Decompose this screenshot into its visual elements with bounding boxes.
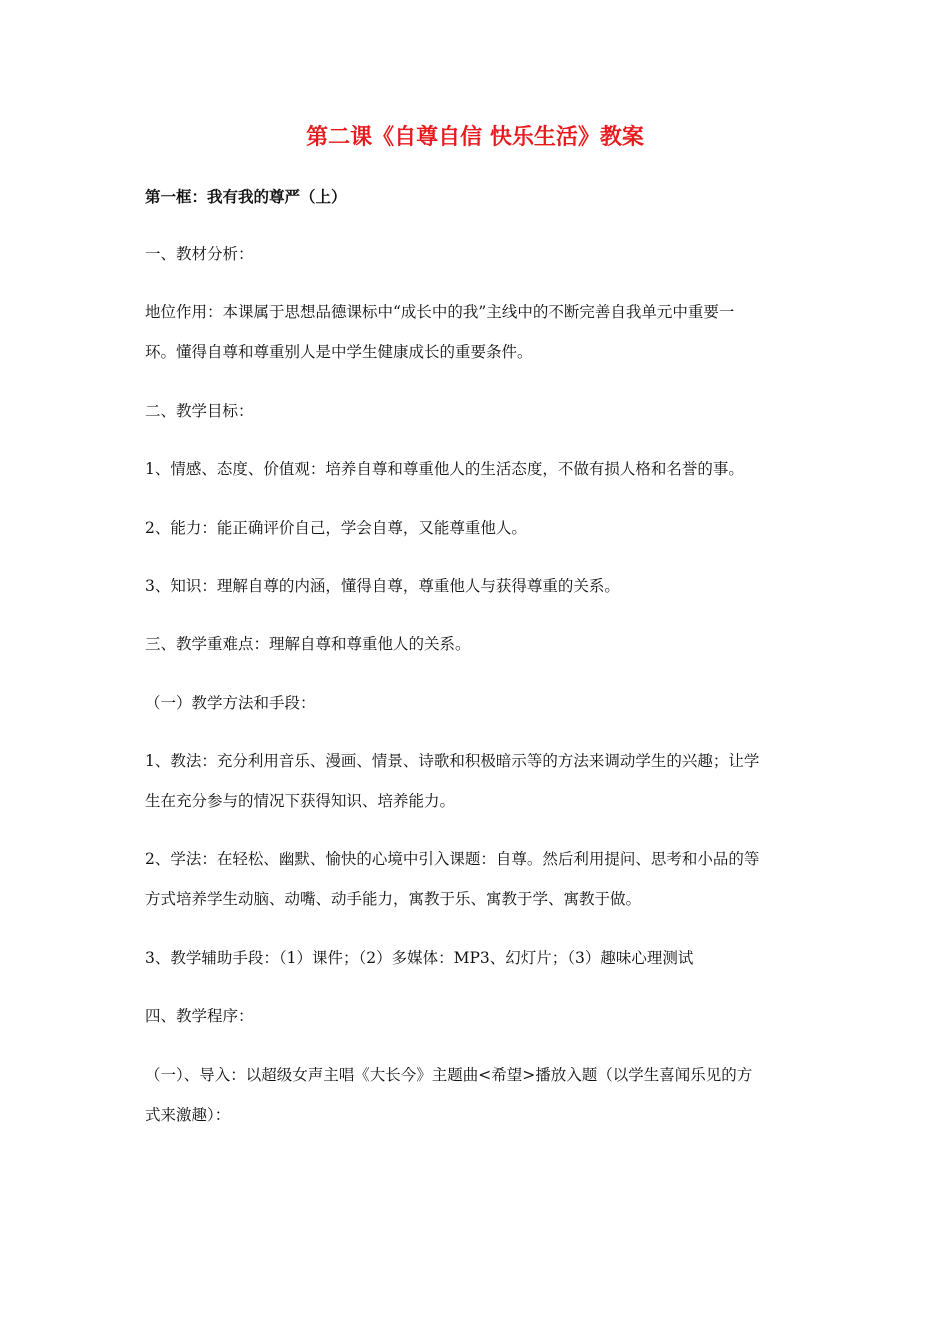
document-title: 第二课《自尊自信 快乐生活》教案 bbox=[306, 124, 644, 150]
paragraph-line: （一）、导入：以超级女声主唱《大长今》主题曲<希望>播放入题（以学生喜闻乐见的方 bbox=[145, 1066, 753, 1084]
paragraph-line: 生在充分参与的情况下获得知识、培养能力。 bbox=[145, 792, 456, 810]
heading-teaching-goals: 二、教学目标： bbox=[145, 402, 254, 420]
paragraph-line: 3、知识：理解自尊的内涵，懂得自尊，尊重他人与获得尊重的关系。 bbox=[145, 577, 620, 595]
heading-procedure: 四、教学程序： bbox=[145, 1007, 254, 1025]
heading-methods: （一）教学方法和手段： bbox=[145, 694, 316, 712]
paragraph-line: 方式培养学生动脑、动嘴、动手能力，寓教于乐、寓教于学、寓教于做。 bbox=[145, 890, 642, 908]
paragraph-line: 3、教学辅助手段：（1）课件；（2）多媒体：MP3、幻灯片；（3）趣味心理测试 bbox=[145, 949, 694, 967]
heading-key-points: 三、教学重难点：理解自尊和尊重他人的关系。 bbox=[145, 635, 471, 653]
paragraph-line: 2、能力：能正确评价自己，学会自尊，又能尊重他人。 bbox=[145, 519, 527, 537]
paragraph-line: 2、学法：在轻松、幽默、愉快的心境中引入课题：自尊。然后利用提问、思考和小品的等 bbox=[145, 850, 760, 868]
paragraph-line: 1、教法：充分利用音乐、漫画、情景、诗歌和积极暗示等的方法来调动学生的兴趣；让学 bbox=[145, 752, 760, 770]
paragraph-line: 1、情感、态度、价值观：培养自尊和尊重他人的生活态度，不做有损人格和名誉的事。 bbox=[145, 460, 744, 478]
section-heading: 第一框：我有我的尊严（上） bbox=[145, 187, 347, 206]
paragraph-line: 环。懂得自尊和尊重别人是中学生健康成长的重要条件。 bbox=[145, 343, 533, 361]
paragraph-line: 地位作用：本课属于思想品德课标中“成长中的我”主线中的不断完善自我单元中重要一 bbox=[145, 303, 735, 321]
heading-textbook-analysis: 一、教材分析： bbox=[145, 245, 254, 263]
paragraph-line: 式来激趣）： bbox=[145, 1106, 231, 1124]
